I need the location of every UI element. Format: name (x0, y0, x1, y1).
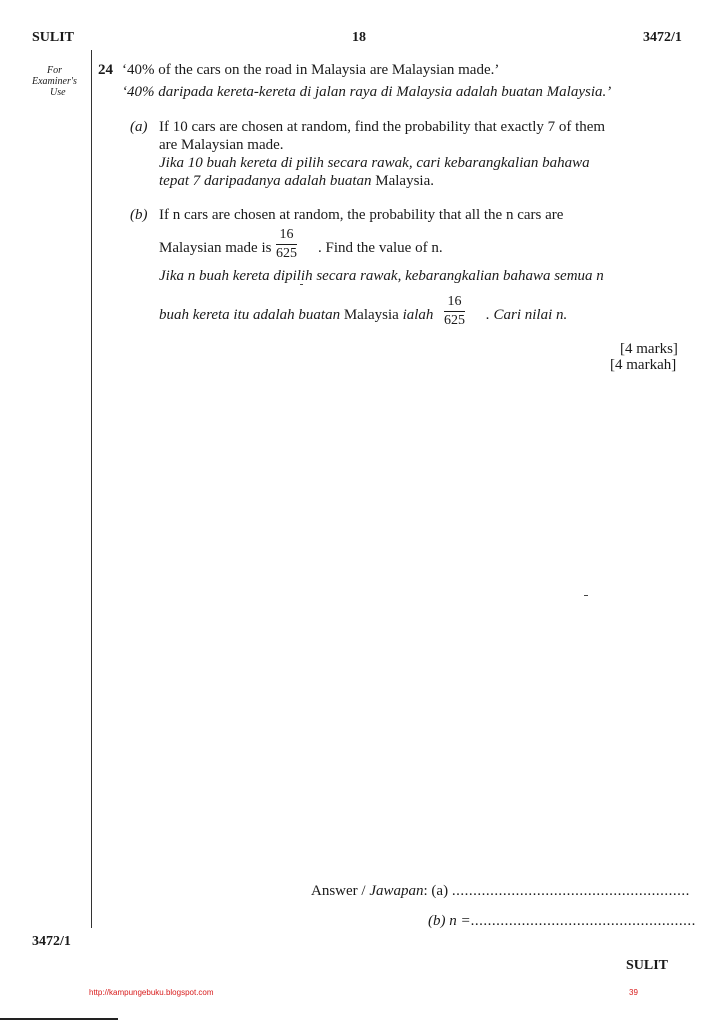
answer-label-en: Answer / (311, 883, 370, 899)
question-stem-en: ‘40% of the cars on the road in Malaysia are Malaysian made.’ (122, 62, 500, 78)
margin-use: Use (50, 87, 66, 98)
footer-sulit: SULIT (626, 958, 669, 973)
part-a-en-line1: If 10 cars are chosen at random, find the probability that exactly 7 of them (159, 119, 606, 135)
part-b-fraction-en (276, 228, 297, 261)
marks-en (620, 341, 678, 358)
part-b-ms-line2-italic: buah kereta itu adalah buatan (159, 307, 344, 323)
part-b-ms-line2-post: . Cari nilai n. (486, 307, 568, 323)
part-a-ms-line1: Jika 10 buah kereta di pilih secara rawak, cari kebarangkalian bahawa (159, 155, 590, 171)
part-a-ms-line2 (159, 173, 434, 190)
answer-label-ms: Jawapan (369, 883, 424, 899)
question-number: 24 (98, 62, 113, 78)
marks-en-text: [4 marks] (620, 341, 678, 357)
marks-ms (610, 357, 676, 374)
marks-ms-text: [4 markah] (610, 357, 677, 373)
header-sulit: SULIT (32, 30, 75, 45)
header-paper-code: 3472/1 (643, 30, 682, 45)
fraction-numerator: 16 (279, 227, 294, 242)
part-b-en-line2-pre: Malaysian made is (159, 240, 272, 256)
part-b-en-line1-text: If n cars are chosen at random, the probability that all the n cars are (159, 207, 564, 223)
part-b-ms-line2-upright: Malaysia (343, 307, 403, 323)
footer-paper-code: 3472/1 (32, 934, 71, 949)
examiner-margin-line (91, 50, 92, 928)
scan-mark (300, 284, 303, 285)
answer-b-line (428, 913, 696, 930)
footer-link[interactable]: http://kampungebuku.blogspot.com (89, 988, 214, 997)
part-a-en-line2: are Malaysian made. (159, 137, 284, 153)
part-b-ms-line2-italic2: ialah (402, 307, 434, 323)
part-a-ms-line2-italic: tepat 7 daripadanya adalah buatan (159, 173, 376, 189)
answer-b-dots[interactable]: ..................................................... (470, 913, 696, 929)
part-b-en-line2-post: . Find the value of n. (318, 240, 443, 256)
answer-part-b-label: (b) n = (428, 913, 471, 929)
header-page-number: 18 (352, 30, 366, 45)
answer-a-dots[interactable]: ........................................................ (451, 883, 690, 899)
answer-a-line (311, 883, 690, 900)
part-b-ms-line1: Jika n buah kereta dipilih secara rawak, kebarangkalian bahawa semua n (159, 268, 604, 284)
part-b-ms-line2-pre (159, 307, 433, 324)
footer-page-number: 39 (629, 988, 638, 997)
part-b-fraction-ms (444, 295, 465, 328)
part-b-en-line1 (159, 207, 563, 224)
fraction-numerator: 16 (447, 294, 462, 309)
question-stem-ms: ‘40% daripada kereta-kereta di jalan raya di Malaysia adalah buatan Malaysia.’ (122, 84, 612, 100)
scan-edge-line (0, 1018, 118, 1020)
part-b-label: (b) (130, 207, 148, 223)
fraction-denominator: 625 (444, 313, 465, 328)
answer-part-a-label: : (a) (423, 883, 452, 899)
scan-mark (584, 595, 588, 596)
margin-for: For (47, 65, 62, 76)
part-a-label: (a) (130, 119, 148, 135)
margin-examiners: Examiner's (32, 76, 77, 87)
fraction-denominator: 625 (276, 246, 297, 261)
part-a-ms-line2-upright: Malaysia. (375, 173, 434, 189)
